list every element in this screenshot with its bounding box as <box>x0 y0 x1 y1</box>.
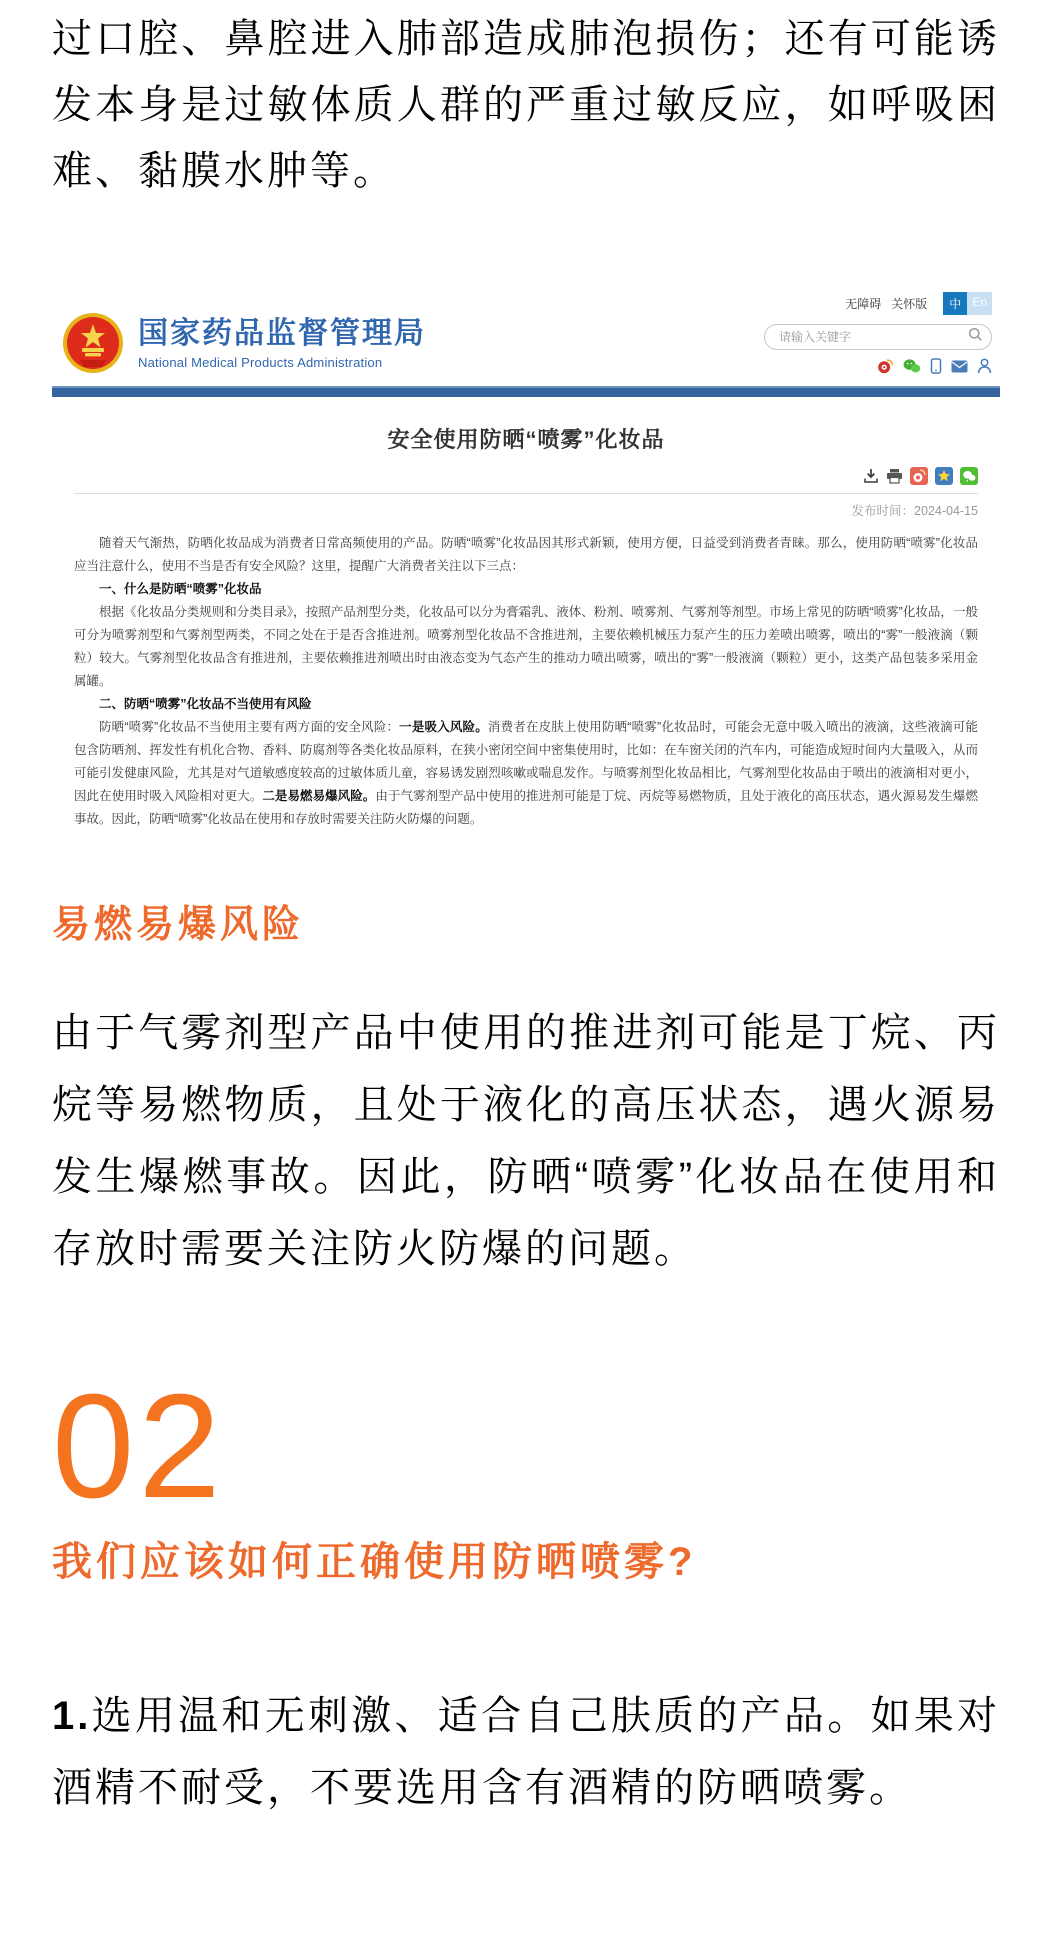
site-brand[interactable] <box>62 312 426 374</box>
nmpa-website-screenshot <box>52 228 1000 841</box>
language-switch <box>943 292 992 315</box>
lang-en-button[interactable]: En <box>967 292 992 315</box>
article-paragraph: 随着天气渐热，防晒化妆品成为消费者日常高频使用的产品。防晒“喷雾”化妆品因其形式新颖，使用方便，日益受到消费者青睐。那么，使用防晒“喷雾”化妆品应当注意什么，使用不当是否有安全风险？这里，提醒广大消费者关注以下三点： <box>74 536 978 573</box>
tip-1-text: 选用温和无刺激、适合自己肤质的产品。如果对酒精不耐受，不要选用含有酒精的防晒喷雾。 <box>52 1694 1000 1810</box>
user-icon[interactable] <box>977 358 992 374</box>
article-body <box>74 532 978 831</box>
wechat-icon[interactable] <box>903 358 921 374</box>
site-name <box>138 317 426 370</box>
print-icon[interactable] <box>886 468 903 484</box>
publish-date: 发布时间：2024-04-15 <box>851 504 978 518</box>
article-subheading-1: 一、什么是防晒“喷雾”化妆品 <box>99 582 262 596</box>
site-nav-bar <box>52 386 1000 397</box>
article-subheading-2: 二、防晒“喷雾”化妆品不当使用有风险 <box>99 697 312 711</box>
mail-icon[interactable] <box>951 360 968 373</box>
top-links <box>845 292 992 315</box>
article-paragraph: 防晒“喷雾”化妆品不当使用主要有两方面的安全风险：一是吸入风险。消费者在皮肤上使用防晒“喷雾”化妆品时，可能会无意中吸入喷出的液滴，这些液滴可能包含防晒剂、挥发性有机化合物、香料、防腐剂等各类化妆品原料，在狭小密闭空间中密集使用时，比如：在车窗关闭的汽车内，可能造成短时间内大量吸入，从而可能引发健康风险，尤其是对气道敏感度较高的过敏体质儿童，容易诱发剧烈咳嗽或喘息发作。与喷雾剂型化妆品相比，气雾剂型化妆品由于喷出的液滴相对更小，因此在使用时吸入风险相对更大。二是易燃易爆风险。由于气雾剂型产品中使用的推进剂可能是丁烷、丙烷等易燃物质，且处于液化的高压状态，遇火源易发生爆燃事故。因此，防晒“喷雾”化妆品在使用和存放时需要关注防火防爆的问题。 <box>74 720 978 826</box>
site-article <box>52 423 1000 841</box>
article-paragraph: 根据《化妆品分类规则和分类目录》，按照产品剂型分类，化妆品可以分为膏霜乳、液体、粉剂、喷雾剂、气雾剂等剂型。市场上常见的防晒“喷雾”化妆品，一般可分为喷雾剂型和气雾剂型两类，不同之处在于是否含推进剂。喷雾剂型化妆品不含推进剂，主要依赖机械压力泵产生的压力差喷出喷雾，喷出的“雾”一般液滴（颗粒）较大。气雾剂型化妆品含有推进剂，主要依赖推进剂喷出时由液态变为气态产生的推动力喷出喷雾，喷出的“雾”一般液滴（颗粒）更小，这类产品包装多采用金属罐。 <box>74 605 978 688</box>
risk-paragraph: 由于气雾剂型产品中使用的推进剂可能是丁烷、丙烷等易燃物质，且处于液化的高压状态，遇火源易发生爆燃事故。因此，防晒“喷雾”化妆品在使用和存放时需要关注防火防爆的问题。 <box>52 1011 1000 1271</box>
accessibility-link[interactable]: 无障碍 <box>845 297 882 311</box>
search-input[interactable] <box>777 329 968 345</box>
favorite-icon[interactable] <box>935 467 953 485</box>
weibo-share-icon[interactable] <box>910 467 928 485</box>
section2-heading: 我们应该如何正确使用防晒喷雾? <box>52 1540 697 1584</box>
mobile-icon[interactable] <box>930 358 942 374</box>
tip-1-number: 1. <box>52 1694 92 1738</box>
lang-zh-button[interactable]: 中 <box>943 292 967 315</box>
wechat-share-icon[interactable] <box>960 467 978 485</box>
risk-section-heading: 易燃易爆风险 <box>52 904 305 946</box>
weibo-icon[interactable] <box>877 358 894 374</box>
tip-1 <box>52 1680 1000 1824</box>
intro-paragraph: 过口腔、鼻腔进入肺部造成肺泡损伤；还有可能诱发本身是过敏体质人群的严重过敏反应，如呼吸困难、黏膜水肿等。 <box>52 17 1000 193</box>
section-number: 02 <box>52 1364 225 1529</box>
search-icon[interactable] <box>968 327 983 347</box>
care-version-link[interactable]: 关怀版 <box>891 297 928 311</box>
download-icon[interactable] <box>863 468 879 484</box>
national-emblem-logo <box>62 312 124 374</box>
article-title: 安全使用防晒“喷雾”化妆品 <box>387 427 665 452</box>
site-search <box>764 324 992 350</box>
site-name-cn: 国家药品监督管理局 <box>138 316 426 350</box>
social-icons-row <box>877 358 992 374</box>
header-right <box>742 292 992 374</box>
site-header <box>52 228 1000 374</box>
article-toolbar <box>74 467 978 485</box>
site-name-en: National Medical Products Administration <box>138 354 383 370</box>
title-divider <box>74 493 978 494</box>
